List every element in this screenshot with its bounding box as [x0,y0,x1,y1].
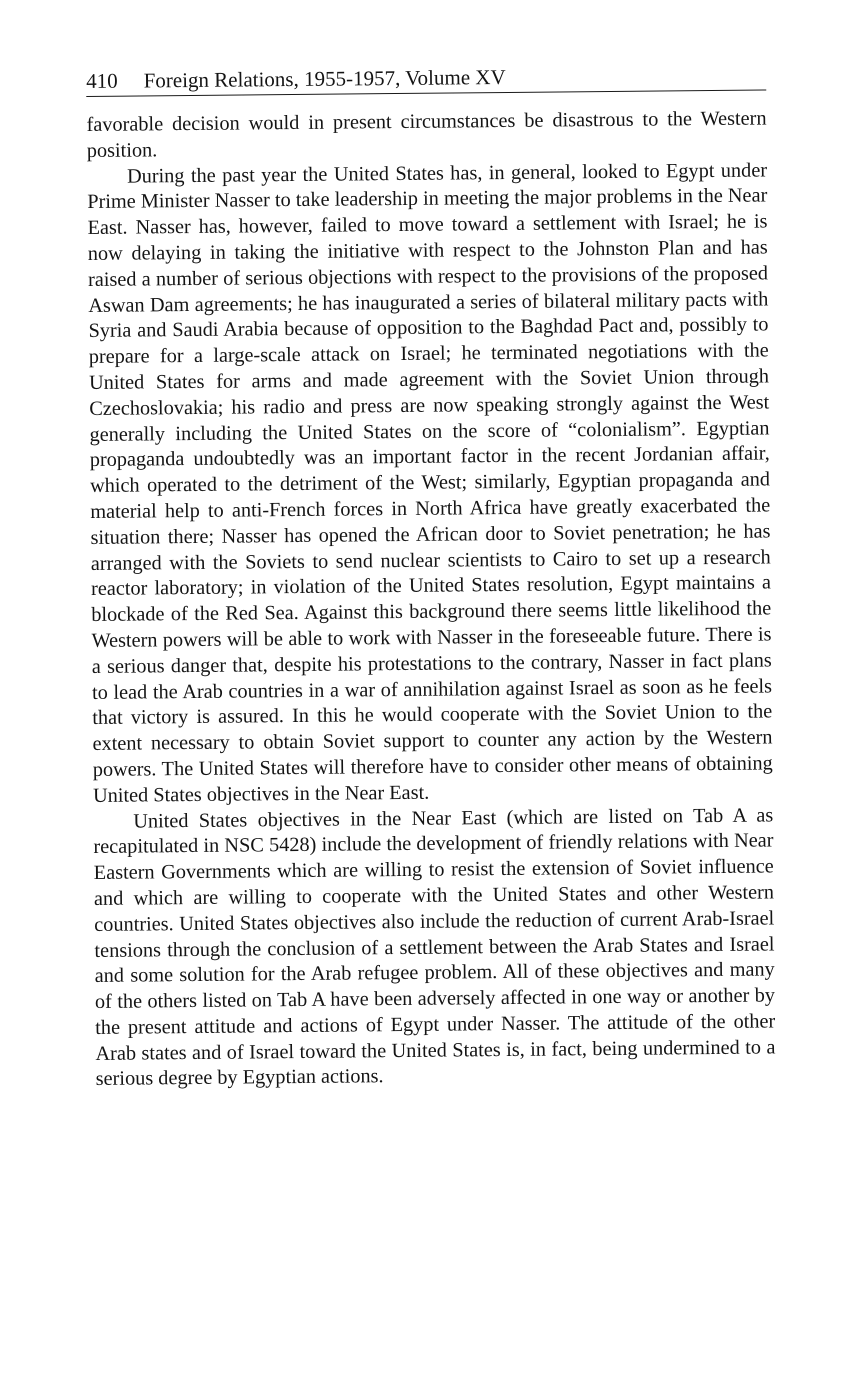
paragraph-nasser-leadership: During the past year the United States has, in general, looked to Egypt under Prime Minister Nasser to take leadership in meeting the major problems in the Near East. Nasser has, however, failed to move toward a settlement with Israel; he is now delaying in taking the initiative with respect to the Johnston Plan and has raised a number of serious objections with respect to the provisions of the proposed Aswan Dam agreements; he has inaugurated a series of bilateral military pacts with Syria and Saudi Arabia because of opposition to the Baghdad Pact and, possibly to prepare for a large-scale attack on Israel; he terminated negotiations with the United States for arms and made agreement with the Soviet Union through Czechoslovakia; his radio and press are now speaking strongly against the West generally including the United States on the score of “colonialism”. Egyptian propaganda undoubtedly was an important factor in the recent Jordanian affair, which operated to the detriment of the West; similarly, Egyptian propaganda and material help to anti-French forces in North Africa have greatly exacerbated the situation there; Nasser has opened the African door to Soviet penetration; he has arranged with the Soviets to send nuclear scientists to Cairo to set up a research reactor laboratory; in violation of the United States resolution, Egypt maintains a blockade of the Red Sea. Against this background there seems little likelihood the Western powers will be able to work with Nasser in the foreseeable future. There is a serious danger that, despite his protestations to the contrary, Nasser in fact plans to lead the Arab countries in a war of annihilation against Israel as soon as he feels that victory is assured. In this he would cooperate with the Soviet Union to the extent necessary to obtain Soviet support to counter any action by the Western powers. The United States will therefore have to consider other means of obtaining United States objectives in the Near East. [87,159,773,807]
body-text [86,106,775,1093]
running-title: Foreign Relations, 1955-1957, Volume XV [143,64,506,93]
paragraph-us-objectives: United States objectives in the Near East (which are listed on Tab A as recapitulated in NSC 5428) include the development of friendly relations with Near Eastern Governments which are willing to resist the extension of Soviet influence and which are willing to cooperate with the United States and other Western countries. United States objectives also include the reduction of current Arab-Israel tensions through the conclusion of a settlement between the Arab States and Israel and some solution for the Arab refugee problem. All of these objectives and many of the others listed on Tab A have been adversely affected in one way or another by the present attitude and actions of Egypt under Nasser. The attitude of the other Arab states and of Israel toward the United States is, in fact, being undermined to a serious degree by Egyptian actions. [93,803,776,1091]
paragraph-continuation: favorable decision would in present circumstances be disastrous to the Western position. [86,107,767,162]
document-page [86,59,776,1093]
running-header [86,59,766,97]
page-number: 410 [86,68,118,93]
